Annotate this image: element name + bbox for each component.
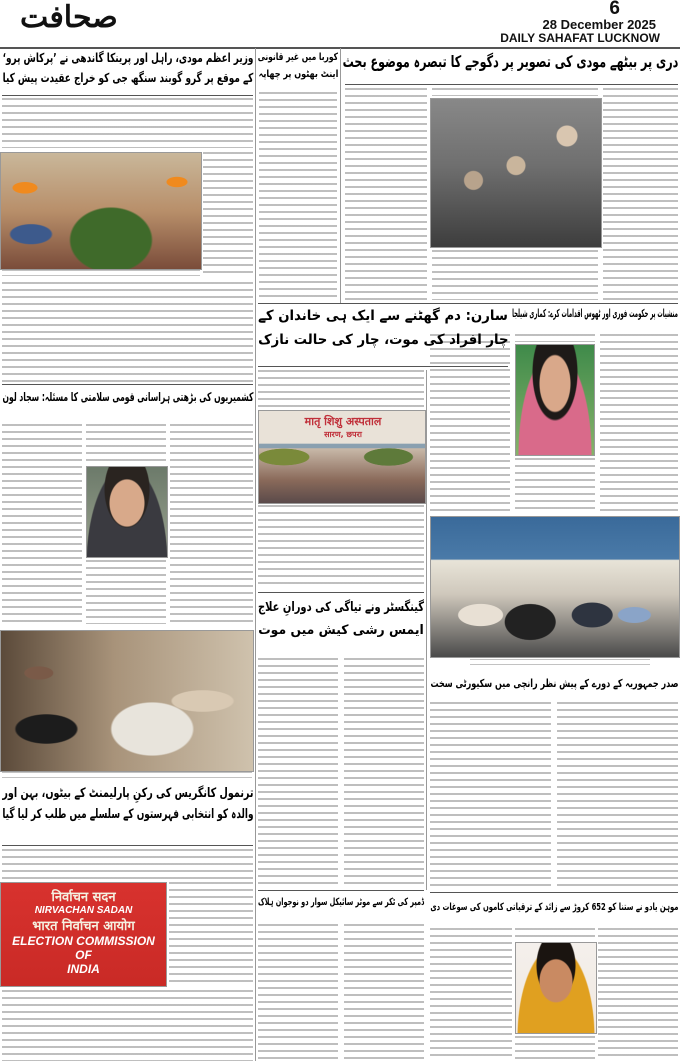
- headline-modi-dari-box: [342, 52, 678, 72]
- article-text: [258, 505, 424, 589]
- photo-police-crowd: [430, 516, 680, 658]
- headline-line: کوربا میں غیر قانونی: [257, 52, 338, 63]
- photo-modi-gathering: [430, 98, 602, 248]
- sign-text: मातृ शिशु अस्पताल: [304, 415, 382, 428]
- rule: [258, 303, 678, 304]
- article-text: [515, 928, 595, 938]
- rule: [2, 384, 253, 385]
- photo-hospital: [258, 410, 426, 504]
- article-text: [345, 88, 427, 300]
- rule: [430, 892, 678, 893]
- rule: [258, 890, 424, 891]
- article-text: [432, 250, 598, 300]
- article-text: [2, 98, 253, 148]
- headline-line: اینٹ بھٹوں پر چھاپہ: [258, 68, 338, 80]
- article-text: [2, 282, 253, 382]
- sign-text: NIRVACHAN SADAN: [34, 905, 133, 916]
- headline-dumper-box: [258, 897, 424, 910]
- article-text: [169, 882, 253, 985]
- headline-line: وزیر اعظم مودی، راہل اور پرینکا گاندھی نے ’پرکاش پرو‘: [2, 50, 253, 65]
- article-text: [603, 88, 678, 300]
- issue-date: 28 December 2025: [542, 17, 656, 32]
- headline-line: سارن: دم گھٹنے سے ایک ہی خاندان کے: [258, 308, 508, 324]
- article-text: [430, 702, 678, 890]
- article-text: [2, 849, 253, 879]
- rule: [2, 95, 253, 96]
- headline-dumper: ڈمپر کی ٹکر سے موٹر سائیکل سوار دو نوجوان ہلاک: [257, 897, 424, 908]
- hospital-sign: [297, 414, 389, 440]
- column-divider: [255, 48, 256, 1061]
- article-text: [515, 458, 595, 512]
- article-text: [170, 424, 253, 624]
- article-text: [515, 334, 595, 342]
- headline-mohan-yadav-box: [430, 902, 678, 915]
- headline-korba: [258, 52, 338, 81]
- article-text: [259, 92, 337, 300]
- headline-gangster: [258, 600, 424, 640]
- headline-ranchi: صدر جمہوریہ کے دورے کے پیش نظر رانچی میں سکیورٹی سخت: [429, 677, 678, 690]
- article-text: [258, 924, 424, 1061]
- article-text: [430, 928, 512, 1061]
- headline-line: والدہ کو انتخابی فہرستوں کے سلسلے میں طلب کر لیا گیا: [1, 807, 254, 823]
- article-text: [598, 928, 678, 1061]
- article-text: [86, 560, 166, 624]
- photo-caption: [2, 270, 200, 278]
- headline-mohan-yadav: موہن یادو نے ستنا کو 652 کروڑ سے زائد کے ترقیاتی کاموں کی سوغات دی: [429, 902, 678, 913]
- rule: [2, 845, 253, 846]
- rule: [258, 366, 508, 367]
- sign-text: INDIA: [67, 962, 100, 976]
- headline-kumari-selja-box: [512, 307, 678, 321]
- article-text: [258, 658, 424, 886]
- article-text: [600, 334, 678, 512]
- headline-saran: [258, 308, 508, 349]
- headline-sajad-lone-box: [2, 390, 253, 405]
- photo-sajad-lone: [86, 466, 168, 558]
- headline-tmc: [2, 786, 253, 824]
- page-number: 6: [609, 0, 620, 19]
- photo-shop-worker: [0, 630, 254, 772]
- headline-line: ایمس رشی کیش میں موت: [258, 623, 424, 639]
- rule: [258, 592, 424, 593]
- photo-mohan-yadav: [515, 942, 597, 1034]
- headline-line: چار افراد کی موت، چار کی حالت نازک: [257, 331, 508, 348]
- article-text: [86, 424, 166, 462]
- column-divider: [340, 48, 341, 303]
- photo-caption: [470, 659, 650, 668]
- headline-kumari-selja: منشیات پر حکومت فوری اور ٹھوس اقدامات کرے: کماری شیلجا: [512, 307, 678, 320]
- article-text: [2, 424, 82, 624]
- column-divider: [426, 370, 427, 890]
- headline-prakash-parv: [2, 50, 253, 85]
- newspaper-logo: صحافت: [20, 0, 118, 35]
- photo-gurudwara: [0, 152, 202, 270]
- article-text: [203, 152, 253, 277]
- paper-name: DAILY SAHAFAT LUCKNOW: [500, 31, 660, 45]
- article-text: [432, 88, 598, 96]
- sign-text: OF: [75, 948, 92, 962]
- article-text: [2, 990, 253, 1061]
- photo-kumari-selja: [515, 344, 595, 456]
- sign-text: भारत निर्वाचन आयोग: [32, 919, 135, 934]
- sign-text: निर्वाचन सदन: [51, 890, 116, 905]
- headline-line: گینگسٹر ونے تیاگی کی دورانِ علاج: [258, 600, 424, 615]
- headline-line: کے موقع پر گرو گوبند سنگھ جی کو خراج عقیدت پیش کیا: [2, 69, 253, 85]
- headline-ranchi-box: [430, 677, 678, 691]
- article-text: [258, 370, 424, 408]
- masthead: [0, 0, 680, 48]
- sign-text: ELECTION COMMISSION: [12, 934, 155, 948]
- article-text: [515, 1036, 595, 1061]
- photo-election-commission: [0, 882, 167, 987]
- headline-modi-dari: دری پر بیٹھے مودی کی تصویر پر دگوجے کا تبصرہ موضوع بحث: [342, 52, 678, 71]
- sign-text: सारण, छपरा: [324, 430, 362, 439]
- article-text: [430, 334, 510, 512]
- headline-line: ترنمول کانگریس کی رکنِ پارلیمنٹ کے بیٹوں، بہن اور: [1, 786, 253, 801]
- headline-sajad-lone: کشمیریوں کی بڑھتی ہراسانی قومی سلامتی کا مسئلہ: سجاد لون: [2, 390, 253, 404]
- rule: [345, 84, 678, 85]
- photo-caption: [2, 772, 252, 780]
